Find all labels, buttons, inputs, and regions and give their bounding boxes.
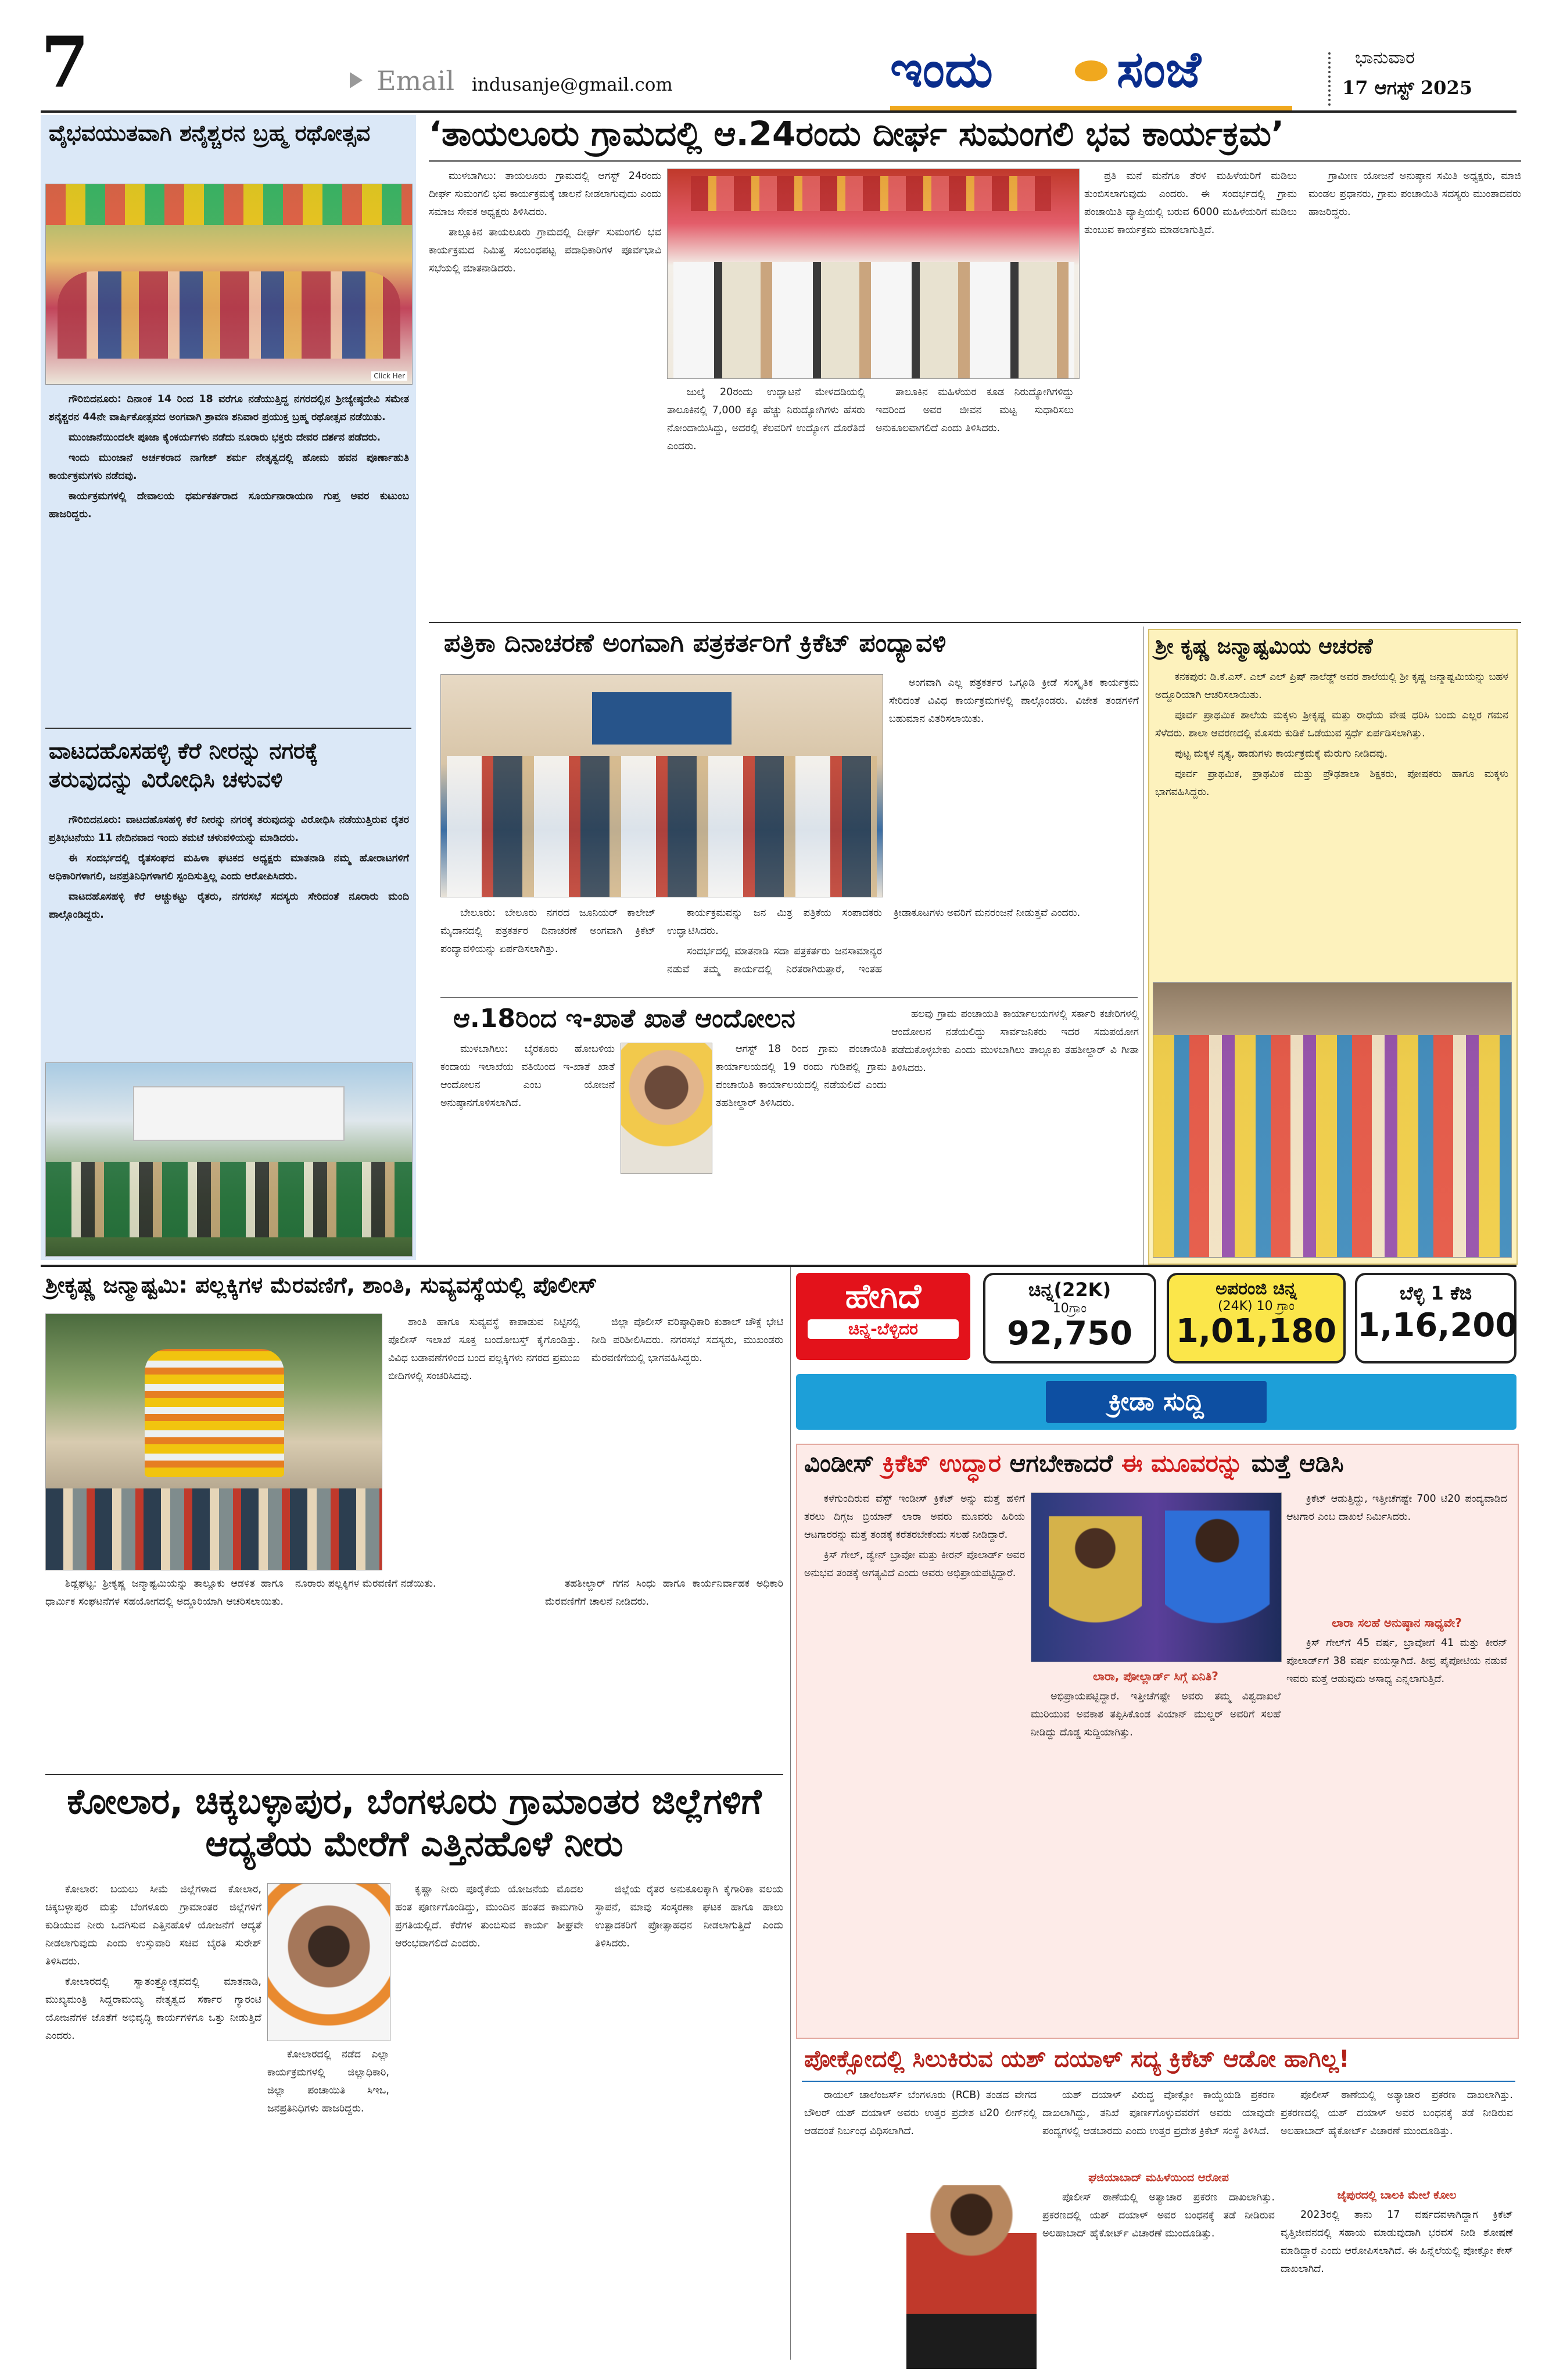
westindies-para-3: ಅಭಿಪ್ರಾಯಪಟ್ಟಿದ್ದಾರೆ. ಇತ್ತೀಚೆಗಷ್ಟೇ ಅವರು ತಮ್ಮ ವಿಶ್ವದಾಖಲೆ ಮುರಿಯುವ ಅವಕಾಶ ತಪ್ಪಿಸಿಕೊಂಡ ವಿಯಾನ್ ಮುಲ್ಡರ್ ಅವರಿಗೆ ಸಲಹೆ ನೀಡಿದ್ದು ದೊಡ್ಡ ಸುದ್ದಿಯಾಗಿತ್ತು. bbox=[1031, 1691, 1281, 1738]
shani-photo-watermark: Click Her bbox=[371, 371, 407, 381]
masthead-day: ಭಾನುವಾರ bbox=[1355, 48, 1415, 68]
mangali-photo bbox=[667, 169, 1080, 379]
westindies-photo bbox=[1031, 1493, 1282, 1662]
yettinahole-headline: ಕೋಲಾರ, ಚಿಕ್ಕಬಳ್ಳಾಪುರ, ಬೆಂಗಳೂರು ಗ್ರಾಮಾಂತರ ಜಿಲ್ಲೆಗಳಿಗೆ ಆದ್ಯತೆಯ ಮೇರೆಗೆ ಎತ್ತಿನಹೊಳೆ ನೀರು bbox=[67, 1781, 762, 1865]
mangali-col-2 bbox=[667, 384, 1074, 616]
westindies-col-1 bbox=[804, 1490, 1025, 2031]
yettinahole-para-2: ಕೋಲಾರದಲ್ಲಿ ಸ್ವಾತಂತ್ರ್ಯೋತ್ಸವದಲ್ಲಿ ಮಾತನಾಡಿ, ಮುಖ್ಯಮಂತ್ರಿ ಸಿದ್ದರಾಮಯ್ಯ ನೇತೃತ್ವದ ಸರ್ಕಾರ ಗ್ಯಾರಂಟಿ ಯೋಜನೆಗಳ ಜೊತೆಗೆ ಅಭಿವೃದ್ಧಿ ಕಾರ್ಯಗಳಿಗೂ ಒತ್ತು ನೀಡುತ್ತಿದೆ ಎಂದರು. bbox=[45, 1976, 261, 2042]
yash-col-3 bbox=[1281, 2206, 1513, 2365]
price-banner-sub: ಚಿನ್ನ-ಬೆಳ್ಳಿದರ bbox=[808, 1319, 959, 1339]
journalists-photo-banner bbox=[592, 692, 732, 745]
yash-subhead: ಘಜಿಯಾಬಾದ್ ಮಹಿಳೆಯಿಂದ ಆರೋಪ bbox=[1088, 2171, 1229, 2184]
westindies-para-2: ಕ್ರಿಸ್ ಗೇಲ್, ಡ್ವೇನ್ ಬ್ರಾವೋ ಮತ್ತು ಕೀರನ್ ಪೊಲಾರ್ಡ್ ಅವರ ಅನುಭವ ತಂಡಕ್ಕೆ ಅಗತ್ಯವಿದೆ ಎಂದು ಅವರು ಅಭಿಪ್ರಾಯಪಟ್ಟಿದ್ದಾರೆ. bbox=[804, 1549, 1025, 1579]
journalists-para-2: ಕಾರ್ಯಕ್ರಮವನ್ನು ಜನ ಮಿತ್ರ ಪತ್ರಿಕೆಯ ಸಂಪಾದಕರು ಉದ್ಘಾಟಿಸಿದರು. bbox=[667, 907, 882, 937]
sports-divider bbox=[790, 1267, 791, 2360]
gold22-box bbox=[983, 1273, 1156, 1363]
khata-para-1: ಮುಳಬಾಗಿಲು: ಬೈರಕೂರು ಹೋಬಳಿಯ ಕಂದಾಯ ಇಲಾಖೆಯ ವತಿಯಿಂದ ಇ-ಖಾತೆ ಖಾತೆ ಆಂದೋಲನ ಎಂಬ ಯೋಜನೆ ಅನುಷ್ಠಾನಗೊಳಿಸಲಾಗಿದೆ. bbox=[440, 1043, 615, 1109]
police-photo bbox=[45, 1314, 382, 1570]
westindies-para-4a: ಕ್ರಿಕೆಟ್ ಆಡುತ್ತಿದ್ದು, ಇತ್ತೀಚೆಗಷ್ಟೇ 700 ಟಿ20 ಪಂದ್ಯವಾಡಿದ ಆಟಗಾರ ಎಂಬ ದಾಖಲೆ ನಿರ್ಮಿಸಿದರು. bbox=[1286, 1493, 1507, 1523]
westindies-col-4 bbox=[1286, 1634, 1507, 2031]
journalists-col-bottom bbox=[440, 904, 1081, 992]
journalists-para-1: ಬೇಲೂರು: ಬೇಲೂರು ನಗರದ ಜೂನಿಯರ್ ಕಾಲೇಜ್ ಮೈದಾನದಲ್ಲಿ ಪತ್ರಕರ್ತರ ದಿನಾಚರಣೆ ಅಂಗವಾಗಿ ಕ್ರಿಕೆಟ್ ಪಂದ್ಯಾವಳಿಯನ್ನು ಏರ್ಪಡಿಸಲಾಗಿತ್ತು. bbox=[440, 907, 655, 955]
shani-headline: ವೈಭವಯುತವಾಗಿ ಶನೈಶ್ಚರನ ಬ್ರಹ್ಮ ರಥೋತ್ಸವ bbox=[49, 120, 371, 146]
westindies-subhead-2: ಲಾರಾ ಸಲಹೆ ಅನುಷ್ಠಾನ ಸಾಧ್ಯವೇ? bbox=[1332, 1616, 1462, 1630]
janmashtami-photo bbox=[1153, 982, 1512, 1258]
khata-col-2 bbox=[716, 1040, 887, 1261]
shani-photo bbox=[45, 184, 413, 385]
yettinahole-col-3 bbox=[395, 1881, 783, 2363]
yettinahole-para-3: ಕೃಷ್ಣಾ ನೀರು ಪೂರೈಕೆಯ ಯೋಜನೆಯ ಮೊದಲ ಹಂತ ಪೂರ್ಣಗೊಂಡಿದ್ದು, ಮುಂದಿನ ಹಂತದ ಕಾಮಗಾರಿ ಪ್ರಗತಿಯಲ್ಲಿದೆ. ಕೆರೆಗಳ ತುಂಬಿಸುವ ಕಾರ್ಯ ಶೀಘ್ರವೇ ಆರಂಭವಾಗಲಿದೆ ಎಂದರು. bbox=[395, 1884, 583, 1949]
logo-sun-icon bbox=[1075, 60, 1107, 81]
police-photo-crowd bbox=[46, 1488, 382, 1570]
sports-banner bbox=[796, 1374, 1516, 1430]
police-para-3: ಶಾಂತಿ ಹಾಗೂ ಸುವ್ಯವಸ್ಥೆ ಕಾಪಾಡುವ ನಿಟ್ಟಿನಲ್ಲಿ ಪೊಲೀಸ್ ಇಲಾಖೆ ಸೂಕ್ತ ಬಂದೋಬಸ್ತ್ ಕೈಗೊಂಡಿತ್ತು. ವಿವಿಧ ಬಡಾವಣೆಗಳಿಂದ ಬಂದ ಪಲ್ಲಕ್ಕಿಗಳು ನಗರದ ಪ್ರಮುಖ ಬೀದಿಗಳಲ್ಲಿ ಸಂಚರಿಸಿದವು. bbox=[388, 1316, 580, 1382]
janmashtami-para-2: ಪೂರ್ವ ಪ್ರಾಥಮಿಕ ಶಾಲೆಯ ಮಕ್ಕಳು ಶ್ರೀಕೃಷ್ಣ ಮತ್ತು ರಾಧೆಯ ವೇಷ ಧರಿಸಿ ಬಂದು ಎಲ್ಲರ ಗಮನ ಸೆಳೆದರು. ಶಾಲಾ ಆವರಣದಲ್ಲಿ ಮೊಸರು ಕುಡಿಕೆ ಒಡೆಯುವ ಸ್ಪರ್ಧೆ ಏರ್ಪಡಿಸಲಾಗಿತ್ತು. bbox=[1155, 710, 1508, 739]
shani-para-4: ಕಾರ್ಯಕ್ರಮಗಳಲ್ಲಿ ದೇವಾಲಯ ಧರ್ಮಕರ್ತರಾದ ಸೂರ್ಯನಾರಾಯಣ ಗುಪ್ತ ಅವರ ಕುಟುಂಬ ಹಾಜರಿದ್ದರು. bbox=[49, 491, 409, 520]
lake-body bbox=[49, 811, 409, 1055]
police-headline: ಶ್ರೀಕೃಷ್ಣ ಜನ್ಮಾಷ್ಟಮಿ: ಪಲ್ಲಕ್ಕಿಗಳ ಮೆರವಣಿಗೆ, ಶಾಂತಿ, ಸುವ್ಯವಸ್ಥೆಯಲ್ಲಿ ಪೊಲೀಸ್ bbox=[45, 1272, 597, 1298]
yash-subhead-2: ಜೈಪುರದಲ್ಲಿ ಬಾಲಕಿ ಮೇಲೆ ಕೋಲ bbox=[1337, 2189, 1457, 2202]
janmashtami-para-4: ಪೂರ್ವ ಪ್ರಾಥಮಿಕ, ಪ್ರಾಥಮಿಕ ಮತ್ತು ಪ್ರೌಢಶಾಲಾ ಶಿಕ್ಷಕರು, ಪೋಷಕರು ಹಾಗೂ ಮಕ್ಕಳು ಭಾಗವಹಿಸಿದ್ದರು. bbox=[1155, 768, 1508, 798]
khata-para-3: ಹಲವು ಗ್ರಾಮ ಪಂಚಾಯತಿ ಕಾರ್ಯಾಲಯಗಳಲ್ಲಿ ಸರ್ಕಾರಿ ಕಚೇರಿಗಳಲ್ಲಿ ಆಂದೋಲನ ನಡೆಯಲಿದ್ದು ಸಾರ್ವಜನಿಕರು ಇದರ ಸದುಪಯೋಗ ಪಡೆದುಕೊಳ್ಳಬೇಕು ಎಂದು ಮುಳಬಾಗಿಲು ತಾಲ್ಲೂಕು ತಹಶೀಲ್ದಾರ್ ವಿ ಗೀತಾ ತಿಳಿಸಿದರು. bbox=[891, 1008, 1139, 1074]
gold24-value: 1,01,180 bbox=[1175, 1312, 1337, 1350]
khata-col-3 bbox=[891, 1005, 1139, 1261]
yettinahole-col-1 bbox=[45, 1881, 261, 2363]
lake-para-3: ವಾಟದಹೊಸಹಳ್ಳಿ ಕೆರೆ ಅಚ್ಚುಕಟ್ಟು ರೈತರು, ನಗರಸಭೆ ಸದಸ್ಯರು ಸೇರಿದಂತೆ ನೂರಾರು ಮಂದಿ ಪಾಲ್ಗೊಂಡಿದ್ದರು. bbox=[49, 891, 409, 921]
gold22-label: ಚಿನ್ನ(22K) bbox=[1028, 1279, 1112, 1301]
price-banner-title: ಹೇಗಿದೆ bbox=[845, 1276, 922, 1316]
logo-text-left: ಇಂದು bbox=[890, 41, 993, 99]
masthead-rule bbox=[41, 110, 1516, 113]
khata-headline: ಆ.18ರಿಂದ ಇ-ಖಾತೆ ಖಾತೆ ಆಂದೋಲನ bbox=[453, 1004, 795, 1033]
mangali-para-5: ಪ್ರತಿ ಮನೆ ಮನೆಗೂ ತೆರಳಿ ಮಹಿಳೆಯರಿಗೆ ಮಡಿಲು ತುಂಬಿಸಲಾಗುವುದು ಎಂದರು. ಈ ಸಂದರ್ಭದಲ್ಲಿ ಗ್ರಾಮ ಪಂಚಾಯಿತಿ ವ್ಯಾಪ್ತಿಯಲ್ಲಿ ಬರುವ 6000 ಮಹಿಳೆಯರಿಗೆ ಮಡಿಲು ತುಂಬುವ ಕಾರ್ಯಕ್ರಮ ಮಾಡಲಾಗುತ್ತಿದೆ. bbox=[1084, 170, 1297, 236]
gold24-unit: (24K) 10 ಗ್ರಾಂ bbox=[1218, 1299, 1295, 1314]
mangali-photo-people bbox=[673, 262, 1074, 378]
westindies-headline bbox=[804, 1450, 1507, 1477]
yettinahole-para-3a: ಕೋಲಾರದಲ್ಲಿ ನಡೆದ ಎಲ್ಲಾ ಕಾರ್ಯಕ್ರಮಗಳಲ್ಲಿ ಜಿಲ್ಲಾಧಿಕಾರಿ, ಜಿಲ್ಲಾ ಪಂಚಾಯಿತಿ ಸಿಇಒ, ಜನಪ್ರತಿನಿಧಿಗಳು ಹಾಜರಿದ್ದರು. bbox=[267, 2049, 389, 2114]
journalists-headline: ಪತ್ರಿಕಾ ದಿನಾಚರಣೆ ಅಂಗವಾಗಿ ಪತ್ರಕರ್ತರಿಗೆ ಕ್ರಿಕೆಟ್ ಪಂದ್ಯಾವಳಿ bbox=[444, 628, 946, 658]
journalists-divider bbox=[1143, 627, 1144, 1266]
westindies-col-3 bbox=[1286, 1490, 1507, 1612]
journalists-photo bbox=[440, 674, 883, 897]
janmashtami-body bbox=[1155, 668, 1508, 973]
mangali-para-3: ಜುಲೈ 20ರಂದು ಉದ್ಘಾಟನೆ ಮೇಳದಡಿಯಲ್ಲಿ ತಾಲೂಕಿನಲ್ಲಿ 7,000 ಕ್ಕೂ ಹೆಚ್ಚು ನಿರುದ್ಯೋಗಿಗಳು ಹೆಸರು ನೋಂದಾಯಿಸಿದ್ದು, ಅದರಲ್ಲಿ ಕೆಲವರಿಗೆ ಉದ್ಯೋಗ ದೊರೆತಿದೆ ಎಂದರು. bbox=[667, 386, 865, 452]
gold24-label: ಅಪರಂಜಿ ಚಿನ್ನ bbox=[1216, 1279, 1297, 1299]
mangali-para-1: ಮುಳಬಾಗಿಲು: ತಾಯಲೂರು ಗ್ರಾಮದಲ್ಲಿ ಆಗಸ್ಟ್ 24ರಂದು ದೀರ್ಘ ಸುಮಂಗಲಿ ಭವ ಕಾರ್ಯಕ್ರಮಕ್ಕೆ ಚಾಲನೆ ನೀಡಲಾಗುವುದು ಎಂದು ಸಮಾಜ ಸೇವಕ ಅಧ್ಯಕ್ಷರು ತಿಳಿಸಿದರು. bbox=[429, 170, 661, 218]
khata-para-2: ಆಗಸ್ಟ್ 18 ರಿಂದ ಗ್ರಾಮ ಪಂಚಾಯಿತಿ ಕಾರ್ಯಾಲಯದಲ್ಲಿ 19 ರಂದು ಗುಡಿಪಲ್ಲಿ ಗ್ರಾಮ ಪಂಚಾಯಿತಿ ಕಾರ್ಯಾಲಯದಲ್ಲಿ ನಡೆಯಲಿದೆ ಎಂದು ತಹಶೀಲ್ದಾರ್ ತಿಳಿಸಿದರು. bbox=[716, 1043, 887, 1109]
mangali-photo-banner bbox=[691, 176, 1051, 211]
mangali-col-1 bbox=[429, 167, 661, 615]
sports-banner-inner: ಕ್ರೀಡಾ ಸುದ್ದಿ bbox=[1046, 1381, 1267, 1423]
yettinahole-col-2 bbox=[267, 2046, 389, 2363]
lake-headline: ವಾಟದಹೊಸಹಳ್ಳಿ ಕೆರೆ ನೀರನ್ನು ನಗರಕ್ಕೆ ತರುವುದನ್ನು ವಿರೋಧಿಸಿ ಚಳುವಳಿ bbox=[49, 738, 318, 793]
journalists-col-right bbox=[889, 674, 1139, 1000]
shani-para-1: ಗೌರಿಬಿದನೂರು: ದಿನಾಂಕ 14 ರಿಂದ 18 ವರೆಗೂ ನಡೆಯುತ್ತಿದ್ದ ನಗರದಲ್ಲಿನ ಶ್ರೀಜ್ಯೇಷ್ಠದೇವಿ ಸಮೇತ ಶನೈಶ್ಚರನ 44ನೇ ವಾರ್ಷಿಕೋತ್ಸವದ ಅಂಗವಾಗಿ ಶ್ರಾವಣ ಶನಿವಾರ ಪ್ರಯುಕ್ತ ಬ್ರಹ್ಮ ರಥೋತ್ಸವ ನಡೆಯಿತು. bbox=[49, 393, 409, 423]
shani-para-3: ಇಂದು ಮುಂಜಾನೆ ಅರ್ಚಕರಾದ ನಾಗೇಶ್ ಶರ್ಮ ನೇತೃತ್ವದಲ್ಲಿ ಹೋಮ ಹವನ ಪೂರ್ಣಾಹುತಿ ಕಾರ್ಯಕ್ರಮಗಳು ನಡೆದವು. bbox=[49, 452, 409, 482]
westindies-col-2 bbox=[1031, 1688, 1281, 2031]
westindies-para-4: ಕ್ರಿಸ್ ಗೇಲ್‌ಗೆ 45 ವರ್ಷ, ಬ್ರಾವೋಗೆ 41 ಮತ್ತು ಕೀರನ್ ಪೊಲಾರ್ಡ್‌ಗೆ 38 ವರ್ಷ ವಯಸ್ಸಾಗಿದೆ. ತೀವ್ರ ಪೈಪೋಟಿಯ ನಡುವೆ ಇವರು ಮತ್ತೆ ಆಡುವುದು ಅಸಾಧ್ಯ ಎನ್ನಲಾಗುತ್ತಿದೆ. bbox=[1286, 1637, 1507, 1685]
shani-body bbox=[49, 391, 409, 716]
date-divider bbox=[1328, 52, 1331, 106]
yettinahole-para-1: ಕೋಲಾರ: ಬಯಲು ಸೀಮೆ ಜಿಲ್ಲೆಗಳಾದ ಕೋಲಾರ, ಚಿಕ್ಕಬಳ್ಳಾಪುರ ಮತ್ತು ಬೆಂಗಳೂರು ಗ್ರಾಮಾಂತರ ಜಿಲ್ಲೆಗಳಿಗೆ ಕುಡಿಯುವ ನೀರು ಒದಗಿಸುವ ಎತ್ತಿನಹೊಳೆ ಯೋಜನೆಗೆ ಆದ್ಯತೆ ನೀಡಲಾಗುವುದು ಎಂದು ಉಸ್ತುವಾರಿ ಸಚಿವ ಬೈರತಿ ಸುರೇಶ್ ತಿಳಿಸಿದರು. bbox=[45, 1884, 261, 1967]
masthead-logo bbox=[890, 41, 1292, 110]
email-label: Email bbox=[377, 65, 455, 96]
khata-photo bbox=[621, 1043, 712, 1174]
police-col-right bbox=[388, 1314, 783, 1569]
silver-value: 1,16,200 bbox=[1357, 1307, 1518, 1344]
journalists-photo-people bbox=[447, 756, 877, 897]
police-para-1: ಶಿಡ್ಲಘಟ್ಟ: ಶ್ರೀಕೃಷ್ಣ ಜನ್ಮಾಷ್ಟಮಿಯನ್ನು ತಾಲ್ಲೂಕು ಆಡಳಿತ ಹಾಗೂ ಧಾರ್ಮಿಕ ಸಂಘಟನೆಗಳ ಸಹಯೋಗದಲ್ಲಿ ಅದ್ದೂರಿಯಾಗಿ ಆಚರಿಸಲಾಯಿತು. ನೂರಾರು ಪಲ್ಲಕ್ಕಿಗಳ ಮೆರವಣಿಗೆ ನಡೆಯಿತು. bbox=[45, 1578, 436, 1608]
janmashtami-para-1: ಕನಕಪುರ: ಡಿ.ಕೆ.ಎಸ್. ಎಲ್ ಎಲ್ ಪ್ರಿಷ್ ನಾಲೆಡ್ಜ್ ಅವರ ಶಾಲೆಯಲ್ಲಿ ಶ್ರೀ ಕೃಷ್ಣ ಜನ್ಮಾಷ್ಟಮಿಯನ್ನು ಬಹಳ ಅದ್ದೂರಿಯಾಗಿ ಆಚರಿಸಲಾಯಿತು. bbox=[1155, 671, 1508, 701]
yash-headline: ಪೋಕ್ಸೋದಲ್ಲಿ ಸಿಲುಕಿರುವ ಯಶ್ ದಯಾಳ್ ಸದ್ಯ ಕ್ರಿಕೆಟ್ ಆಡೋ ಹಾಗಿಲ್ಲ! bbox=[804, 2046, 1350, 2073]
journalists-para-3: ಸಂದರ್ಭದಲ್ಲಿ ಮಾತನಾಡಿ ಸದಾ ಪತ್ರಕರ್ತರು ಜನಸಾಮಾನ್ಯರ ನಡುವೆ ತಮ್ಮ ಕಾರ್ಯದಲ್ಲಿ ನಿರತರಾಗಿರುತ್ತಾರೆ, ಇಂತಹ ಕ್ರೀಡಾಕೂಟಗಳು ಅವರಿಗೆ ಮನರಂಜನೆ ನೀಡುತ್ತವೆ ಎಂದರು. bbox=[667, 907, 1081, 975]
lake-para-1: ಗೌರಿಬಿದನೂರು: ವಾಟದಹೊಸಹಳ್ಳಿ ಕೆರೆ ನೀರನ್ನು ನಗರಕ್ಕೆ ತರುವುದನ್ನು ವಿರೋಧಿಸಿ ನಡೆಯುತ್ತಿರುವ ರೈತರ ಪ್ರತಿಭಟನೆಯು 11 ನೇದಿನವಾದ ಇಂದು ತಮಟೆ ಚಳುವಳಿಯನ್ನು ಮಾಡಿದರು. bbox=[49, 814, 409, 844]
gold22-unit: 10ಗ್ರಾಂ bbox=[1052, 1301, 1087, 1316]
gold24-box bbox=[1167, 1273, 1346, 1363]
khata-col-1 bbox=[440, 1040, 615, 1261]
silver-label: ಬೆಳ್ಳಿ 1 ಕೆಜಿ bbox=[1399, 1282, 1472, 1304]
westindies-photo-player-2 bbox=[1165, 1511, 1270, 1662]
yettinahole-para-4: ಜಿಲ್ಲೆಯ ರೈತರ ಅನುಕೂಲಕ್ಕಾಗಿ ಕೈಗಾರಿಕಾ ವಲಯ ಸ್ಥಾಪನೆ, ಮಾವು ಸಂಸ್ಕರಣಾ ಘಟಕ ಹಾಗೂ ಹಾಲು ಉತ್ಪಾದಕರಿಗೆ ಪ್ರೋತ್ಸಾಹಧನ ನೀಡಲಾಗುತ್ತಿದೆ ಎಂದು ತಿಳಿಸಿದರು. bbox=[595, 1884, 783, 1949]
left-divider bbox=[45, 728, 411, 729]
lake-photo-tent bbox=[133, 1086, 345, 1141]
police-photo-palanquin bbox=[145, 1349, 284, 1477]
shani-photo-banner bbox=[46, 184, 412, 225]
lake-photo bbox=[45, 1062, 413, 1257]
gold22-value: 92,750 bbox=[1006, 1315, 1133, 1352]
journalists-para-4: ಅಂಗವಾಗಿ ಎಲ್ಲ ಪತ್ರಕರ್ತರ ಒಗ್ಗೂಡಿ ಕ್ರೀಡೆ ಸಂಸ್ಕೃತಿಕ ಕಾರ್ಯಕ್ರಮ ಸೇರಿದಂತೆ ವಿವಿಧ ಕಾರ್ಯಕ್ರಮಗಳಲ್ಲಿ ಪಾಲ್ಗೊಂಡರು. ವಿಜೇತ ತಂಡಗಳಿಗೆ ಬಹುಮಾನ ವಿತರಿಸಲಾಯಿತು. bbox=[889, 677, 1139, 725]
masthead-date: 17 ಆಗಸ್ಟ್ 2025 bbox=[1342, 77, 1472, 99]
police-bottom-rule bbox=[45, 1774, 783, 1775]
yash-col-2 bbox=[1042, 2086, 1275, 2168]
mangali-para-6: ಗ್ರಾಮೀಣ ಯೋಜನೆ ಅನುಷ್ಠಾನ ಸಮಿತಿ ಅಧ್ಯಕ್ಷರು, ಮಾಜಿ ಮಂಡಲ ಪ್ರಧಾನರು, ಗ್ರಾಮ ಪಂಚಾಯಿತಿ ಸದಸ್ಯರು ಮುಂತಾದವರು ಹಾಜರಿದ್ದರು. bbox=[1308, 170, 1521, 218]
police-col-bottom bbox=[45, 1575, 783, 1767]
mid-rule-1 bbox=[429, 622, 1521, 623]
yash-para-2a: ಯಶ್ ದಯಾಳ್ ವಿರುದ್ಧ ಪೋಕ್ಸೋ ಕಾಯ್ದೆಯಡಿ ಪ್ರಕರಣ ದಾಖಲಾಗಿದ್ದು, ತನಿಖೆ ಪೂರ್ಣಗೊಳ್ಳುವವರೆಗೆ ಅವರು ಯಾವುದೇ ಪಂದ್ಯಗಳಲ್ಲಿ ಆಡಬಾರದು ಎಂದು ಉತ್ತರ ಪ್ರದೇಶ ಕ್ರಿಕೆಟ್ ಸಂಸ್ಥೆ ತಿಳಿಸಿದೆ. bbox=[1042, 2089, 1275, 2137]
mangali-rule bbox=[429, 160, 1521, 162]
westindies-subhead-1: ಲಾರಾ, ಪೋಲ್ಲಾರ್ಡ್ ಸಿಗ್ಗೆ ಏನಿತಿ? bbox=[1093, 1669, 1218, 1683]
mangali-para-4: ತಾಲೂಕಿನ ಮಹಿಳೆಯರ ಕೂಡ ನಿರುದ್ಯೋಗಿಗಳಿದ್ದು ಇದರಿಂದ ಅವರ ಜೀವನ ಮಟ್ಟ ಸುಧಾರಿಸಲು ಅನುಕೂಲವಾಗಲಿದೆ ಎಂದು ತಿಳಿಸಿದರು. bbox=[876, 386, 1074, 434]
janmashtami-headline: ಶ್ರೀ ಕೃಷ್ಣ ಜನ್ಮಾಷ್ಟಮಿಯ ಆಚರಣೆ bbox=[1155, 635, 1373, 658]
email-address[interactable]: indusanje@gmail.com bbox=[472, 74, 673, 95]
section-rule bbox=[41, 1265, 1516, 1267]
shani-para-2: ಮುಂಜಾನೆಯಿಂದಲೇ ಪೂಜಾ ಕೈಂಕರ್ಯಗಳು ನಡೆದು ನೂರಾರು ಭಕ್ತರು ದೇವರ ದರ್ಶನ ಪಡೆದರು. bbox=[69, 432, 381, 443]
yash-photo bbox=[906, 2185, 1037, 2369]
yash-para-3a: ಪೊಲೀಸ್ ಠಾಣೆಯಲ್ಲಿ ಅತ್ಯಾಚಾರ ಪ್ರಕರಣ ದಾಖಲಾಗಿತ್ತು. ಪ್ರಕರಣದಲ್ಲಿ ಯಶ್ ದಯಾಳ್ ಅವರ ಬಂಧನಕ್ಕೆ ತಡೆ ನೀಡಿರುವ ಅಲಹಾಬಾದ್ ಹೈಕೋರ್ಟ್ ವಿಚಾರಣೆ ಮುಂದೂಡಿತ್ತು. bbox=[1281, 2089, 1513, 2137]
yash-para-3: 2023ರಲ್ಲಿ ತಾನು 17 ವರ್ಷದವಳಾಗಿದ್ದಾಗ ಕ್ರಿಕೆಟ್ ವೃತ್ತಿಜೀವನದಲ್ಲಿ ಸಹಾಯ ಮಾಡುವುದಾಗಿ ಭರವಸೆ ನೀಡಿ ಶೋಷಣೆ ಮಾಡಿದ್ದಾರೆ ಎಂದು ಆರೋಪಿಸಲಾಗಿದೆ. ಈ ಹಿನ್ನೆಲೆಯಲ್ಲಿ ಪೋಕ್ಸೋ ಕೇಸ್ ದಾಖಲಾಗಿದೆ. bbox=[1281, 2209, 1513, 2275]
westindies-headline-1: ವಿಂಡೀಸ್ bbox=[804, 1449, 883, 1477]
janmashtami-para-3: ಪುಟ್ಟ ಮಕ್ಕಳ ನೃತ್ಯ, ಹಾಡುಗಳು ಕಾರ್ಯಕ್ರಮಕ್ಕೆ ಮೆರುಗು ನೀಡಿದವು. bbox=[1175, 748, 1388, 760]
westindies-para-1: ಕಳೆಗುಂದಿರುವ ವೆಸ್ಟ್ ಇಂಡೀಸ್ ಕ್ರಿಕೆಟ್ ಅನ್ನು ಮತ್ತೆ ಹಳಿಗೆ ತರಲು ದಿಗ್ಗಜ ಬ್ರಿಯಾನ್ ಲಾರಾ ಅವರು ಮೂವರು ಹಿರಿಯ ಆಟಗಾರರನ್ನು ಮತ್ತೆ ತಂಡಕ್ಕೆ ಕರೆತರಬೇಕೆಂದು ಸಲಹೆ ನೀಡಿದ್ದಾರೆ. bbox=[804, 1493, 1025, 1541]
price-banner bbox=[796, 1273, 970, 1360]
police-para-2: ತಹಶೀಲ್ದಾರ್ ಗಗನ ಸಿಂಧು ಹಾಗೂ ಕಾರ್ಯನಿರ್ವಾಹಕ ಅಧಿಕಾರಿ ಮೆರವಣಿಗೆಗೆ ಚಾಲನೆ ನೀಡಿದರು. bbox=[545, 1578, 783, 1608]
mid-rule-2 bbox=[440, 997, 1138, 998]
lake-para-2: ಈ ಸಂದರ್ಭದಲ್ಲಿ ರೈತಸಂಘದ ಮಹಿಳಾ ಘಟಕದ ಅಧ್ಯಕ್ಷರು ಮಾತನಾಡಿ ನಮ್ಮ ಹೋರಾಟಗಳಿಗೆ ಅಧಿಕಾರಿಗಳಾಗಲಿ, ಜನಪ್ರತಿನಿಧಿಗಳಾಗಲಿ ಸ್ಪಂದಿಸುತ್ತಿಲ್ಲ ಎಂದು ಆರೋಪಿಸಿದರು. bbox=[49, 853, 409, 882]
janmashtami-photo-children bbox=[1153, 1035, 1511, 1257]
page-number: 7 bbox=[41, 22, 89, 103]
lake-photo-crowd bbox=[46, 1162, 412, 1237]
westindies-headline-2: ಕ್ರಿಕೆಟ್ ಉದ್ಧಾರ bbox=[882, 1449, 1002, 1477]
shani-photo-people bbox=[58, 271, 400, 359]
westindies-photo-player-1 bbox=[1049, 1516, 1142, 1662]
silver-box bbox=[1355, 1273, 1516, 1363]
mangali-headline: ‘ತಾಯಲೂರು ಗ್ರಾಮದಲ್ಲಿ ಆ.24ರಂದು ದೀರ್ಘ ಸುಮಂಗಲಿ ಭವ ಕಾರ್ಯಕ್ರಮ’ bbox=[429, 114, 1284, 153]
yash-para-2b: ಪೊಲೀಸ್ ಠಾಣೆಯಲ್ಲಿ ಅತ್ಯಾಚಾರ ಪ್ರಕರಣ ದಾಖಲಾಗಿತ್ತು. ಪ್ರಕರಣದಲ್ಲಿ ಯಶ್ ದಯಾಳ್ ಅವರ ಬಂಧನಕ್ಕೆ ತಡೆ ನೀಡಿರುವ ಅಲಹಾಬಾದ್ ಹೈಕೋರ್ಟ್ ವಿಚಾರಣೆ ಮುಂದೂಡಿತ್ತು. bbox=[1042, 2192, 1275, 2239]
yash-col-2b bbox=[1042, 2189, 1275, 2365]
yash-rule bbox=[802, 2081, 1515, 2082]
yash-col-3a bbox=[1281, 2086, 1513, 2185]
mangali-para-2: ತಾಲ್ಲೂಕಿನ ತಾಯಲೂರು ಗ್ರಾಮದಲ್ಲಿ ದೀರ್ಘ ಸುಮಂಗಲಿ ಭವ ಕಾರ್ಯಕ್ರಮದ ನಿಮಿತ್ತ ಸಂಬಂಧಪಟ್ಟ ಪದಾಧಿಕಾರಿಗಳ ಪೂರ್ವಭಾವಿ ಸಭೆಯಲ್ಲಿ ಮಾತನಾಡಿದರು. bbox=[429, 227, 661, 274]
mangali-col-3 bbox=[1084, 167, 1521, 615]
westindies-headline-4: ಈ ಮೂವರನ್ನು bbox=[1121, 1449, 1243, 1477]
westindies-headline-5: ಮತ್ತೆ ಆಡಿಸಿ bbox=[1243, 1449, 1344, 1477]
email-arrow-icon bbox=[350, 72, 363, 88]
logo-text-right: ಸಂಜೆ bbox=[1117, 41, 1201, 99]
westindies-headline-3: ಆಗಬೇಕಾದರೆ bbox=[1001, 1449, 1121, 1477]
yash-para-1: ರಾಯಲ್ ಚಾಲೆಂಜರ್ಸ್ ಬೆಂಗಳೂರು (RCB) ತಂಡದ ವೇಗದ ಬೌಲರ್ ಯಶ್ ದಯಾಳ್ ಅವರು ಉತ್ತರ ಪ್ರದೇಶ ಟಿ20 ಲೀಗ್‌ನಲ್ಲಿ ಆಡದಂತೆ ನಿರ್ಬಂಧ ವಿಧಿಸಲಾಗಿದೆ. bbox=[804, 2089, 1037, 2137]
police-para-4: ಜಿಲ್ಲಾ ಪೊಲೀಸ್ ವರಿಷ್ಠಾಧಿಕಾರಿ ಕುಶಾಲ್ ಚೌಕ್ಸೆ ಭೇಟಿ ನೀಡಿ ಪರಿಶೀಲಿಸಿದರು. ನಗರಸಭೆ ಸದಸ್ಯರು, ಮುಖಂಡರು ಮೆರವಣಿಗೆಯಲ್ಲಿ ಭಾಗವಹಿಸಿದ್ದರು. bbox=[591, 1316, 783, 1364]
yettinahole-photo bbox=[267, 1883, 390, 2041]
